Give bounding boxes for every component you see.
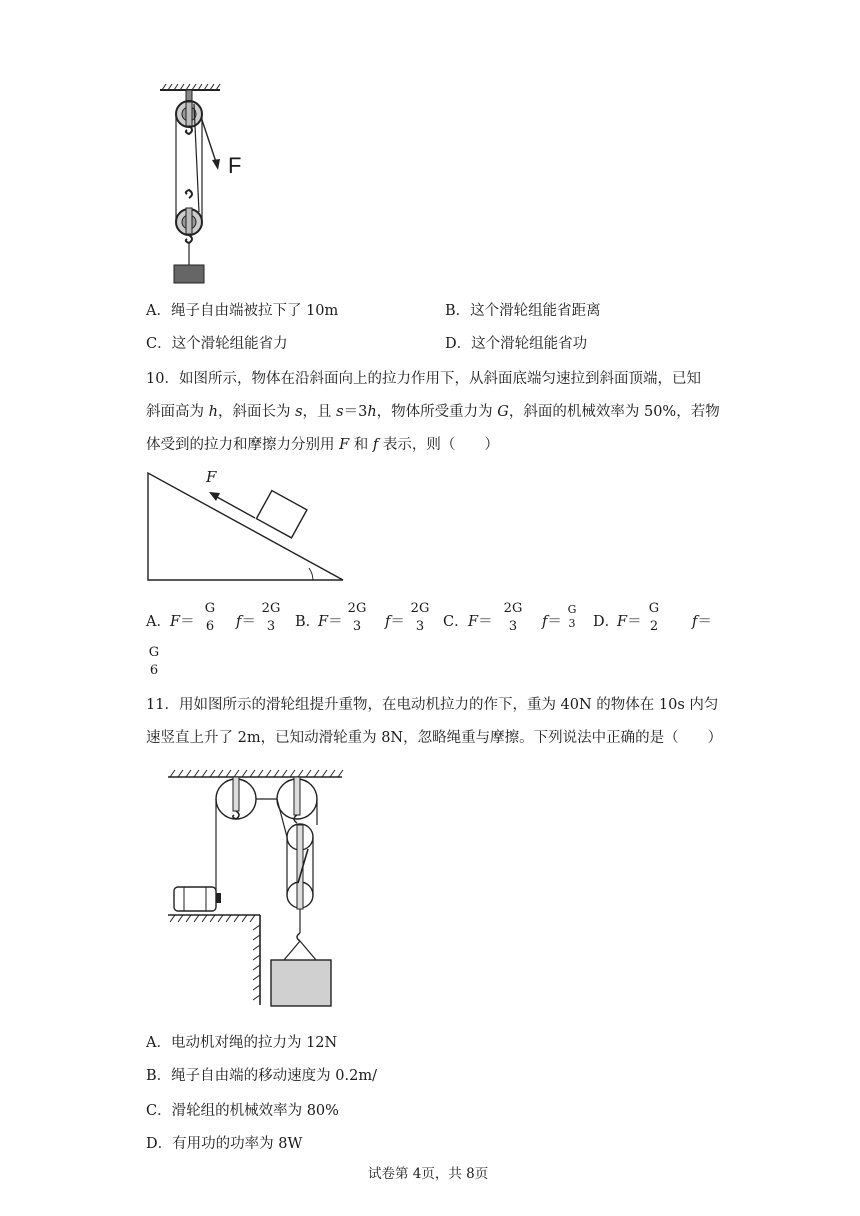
q10-option-b-F-frac: 2G 3 [347, 601, 367, 634]
q10-option-c-f: f＝ [542, 614, 562, 630]
q9-option-a: A．绳子自由端被拉下了 10m [146, 303, 339, 319]
q10-line-2: 斜面高为 h，斜面长为 s，且 s＝3h，物体所受重力为 G，斜面的机械效率为 50%，若物 [146, 404, 720, 420]
q10-option-c-F-frac: 2G 3 [503, 601, 523, 634]
q10-option-a-label: A． [146, 614, 171, 630]
q10-option-c-label: C． [443, 614, 469, 630]
q11-option-b: B．绳子自由端的移动速度为 0.2m/ [146, 1068, 377, 1084]
q11-line-1: 11．用如图所示的滑轮组提升重物，在电动机拉力的作下，重为 40N 的物体在 10s 内匀 [146, 697, 719, 713]
q10-option-b-f-frac: 2G 3 [410, 601, 430, 634]
page-footer: 试卷第 4页，共 8页 [368, 1166, 489, 1182]
q11-option-a: A．电动机对绳的拉力为 12N [146, 1035, 338, 1051]
q9-option-c: C．这个滑轮组能省力 [146, 336, 288, 352]
q10-option-d-F-frac: G 2 [648, 601, 660, 634]
q10-option-a-F-frac: G 6 [204, 601, 216, 634]
q10-option-d-f-frac: G 6 [148, 645, 160, 678]
q11-line-2: 速竖直上升了 2m，已知动滑轮重为 8N，忽略绳重与摩擦。下列说法中正确的是（ ） [146, 730, 723, 746]
q9-option-b: B．这个滑轮组能省距离 [445, 303, 601, 319]
q10-option-a-f-frac: 2G 3 [261, 601, 281, 634]
q10-option-d-label: D． [593, 614, 620, 630]
q11-option-d: D．有用功的功率为 8W [146, 1136, 303, 1152]
incline-figure [145, 465, 345, 585]
q10-line-3: 体受到的拉力和摩擦力分别用 F 和 f 表示，则（ ） [146, 437, 499, 453]
q10-option-a-f: f＝ [236, 614, 256, 630]
q10-option-d-f: f＝ [692, 614, 712, 630]
q10-option-a-F: F＝ [170, 614, 195, 630]
q9-option-d: D．这个滑轮组能省功 [445, 336, 588, 352]
q10-option-b-label: B． [295, 614, 321, 630]
q10-option-b-F: F＝ [318, 614, 343, 630]
q10-option-c-f-frac: G 3 [567, 603, 577, 630]
q10-option-d-F: F＝ [617, 614, 642, 630]
q10-option-c-F: F＝ [468, 614, 493, 630]
q10-line-1: 10．如图所示，物体在沿斜面向上的拉力作用下，从斜面底端匀速拉到斜面顶端，已知 [146, 371, 701, 387]
incline-force-label: F [206, 468, 217, 486]
q11-option-c: C．滑轮组的机械效率为 80% [146, 1103, 339, 1119]
motor-pulley-figure [160, 765, 360, 1015]
force-label-f: F [228, 153, 242, 178]
q10-option-b-f: f＝ [385, 614, 405, 630]
pulley-figure-1 [150, 80, 250, 290]
